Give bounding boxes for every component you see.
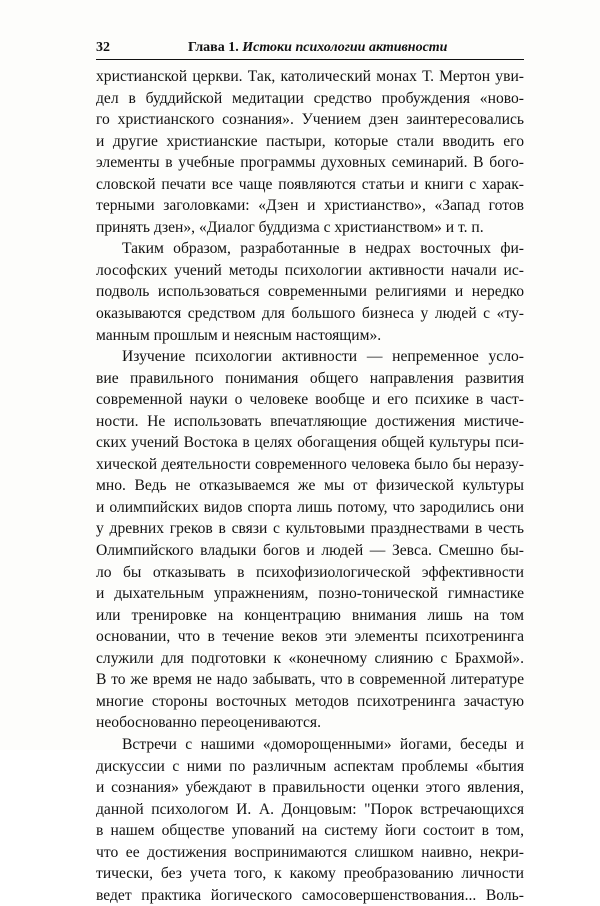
text-line: ло бы отказывать в психофизиологической эффективности bbox=[96, 563, 524, 581]
text-line: манным прошлым и неясным настоящим». bbox=[96, 326, 382, 344]
text-line: элементы в учебные программы духовных семинарий. В бого- bbox=[96, 154, 524, 172]
page-header bbox=[96, 38, 524, 58]
text-line: служили для подготовки к «конечному слиянию с Брахмой». bbox=[96, 649, 524, 667]
text-line: в нашем обществе упований на систему йоги состоит в том, bbox=[96, 822, 524, 840]
text-line: многие стороны восточных методов психотренинга зачастую bbox=[96, 692, 524, 710]
text-line: и олимпийских видов спорта лишь потому, что зародились они bbox=[96, 498, 524, 516]
text-line: и сознания» убеждают в правильности оценки этого явления, bbox=[96, 779, 524, 797]
text-line: необоснованно переоцениваются. bbox=[96, 714, 321, 732]
text-line: у древних греков в связи с культовыми празднествами в честь bbox=[96, 520, 524, 538]
text-line: В то же время не надо забывать, что в современной литературе bbox=[96, 671, 524, 689]
text-line: современной науки о человеке вообще и его психике в част- bbox=[96, 391, 524, 409]
text-line: вие правильного понимания общего направления развития bbox=[96, 369, 524, 387]
text-line: основании, что в течение веков эти элементы психотренинга bbox=[96, 628, 524, 646]
text-line: тически, без учета того, к какому преобразованию личности bbox=[96, 865, 524, 883]
chapter-title: Истоки психологии активности bbox=[242, 40, 448, 55]
header-rule bbox=[96, 59, 524, 60]
text-line: дел в буддийской медитации средство пробуждения «ново- bbox=[96, 89, 524, 107]
text-line: ведет практика йогического самосовершенствования... Воль- bbox=[96, 886, 524, 904]
text-line: или тренировке на концентрацию внимания лишь на том bbox=[96, 606, 524, 624]
text-line: Изучение психологии активности — непременное усло- bbox=[122, 348, 524, 366]
text-line: дискуссии с ними по различным аспектам проблемы «бытия bbox=[96, 757, 524, 775]
text-line: и другие христианские пастыри, которые стали вводить его bbox=[96, 132, 524, 150]
running-head bbox=[188, 38, 447, 58]
paragraph bbox=[96, 66, 524, 238]
text-line: принять дзен», «Диалог буддизма с христианством» и т. п. bbox=[96, 218, 484, 236]
text-line: ских учений Востока в целях обогащения общей культуры пси- bbox=[96, 434, 524, 452]
paragraph bbox=[96, 238, 524, 346]
page-number: 32 bbox=[96, 40, 110, 55]
text-line: данной психологом И. А. Донцовым: "Порок встречающихся bbox=[96, 800, 524, 818]
paragraph bbox=[96, 734, 524, 906]
text-line: христианской церкви. Так, католический монах Т. Мертон уви- bbox=[96, 68, 524, 85]
body-text bbox=[96, 66, 524, 906]
text-line: подволь использоваться современными религиями и нередко bbox=[96, 283, 524, 301]
paragraph bbox=[96, 346, 524, 734]
text-line: хической деятельности современного человека было бы неразу- bbox=[96, 455, 524, 473]
text-line: Встречи с нашими «доморощенными» йогами, беседы и bbox=[122, 735, 524, 753]
text-line: лософских учений методы психологии активности начали ис- bbox=[96, 261, 524, 279]
text-line: и дыхательным упражнениям, позно-тонической гимнастике bbox=[96, 585, 524, 603]
chapter-label: Глава 1. bbox=[188, 40, 239, 55]
text-line: мно. Ведь не отказываемся же мы от физической культуры bbox=[96, 477, 524, 495]
text-line: ности. Не использовать впечатляющие достижения мистиче- bbox=[96, 412, 524, 430]
text-line: Таким образом, разработанные в недрах восточных фи- bbox=[122, 240, 524, 258]
text-line: терными заголовками: «Дзен и христианство», «Запад готов bbox=[96, 197, 524, 215]
text-line: оказываются средством для большого бизнеса у людей с «ту- bbox=[96, 305, 524, 323]
text-line: что ее достижения воспринимаются слишком наивно, некри- bbox=[96, 843, 524, 861]
text-line: го христианского сознания». Учением дзен заинтересовались bbox=[96, 111, 524, 129]
text-line: Олимпийского владыки богов и людей — Зевса. Смешно бы- bbox=[96, 542, 524, 560]
text-line: словской печати все чаще появляются статьи и книги с харак- bbox=[96, 175, 524, 193]
